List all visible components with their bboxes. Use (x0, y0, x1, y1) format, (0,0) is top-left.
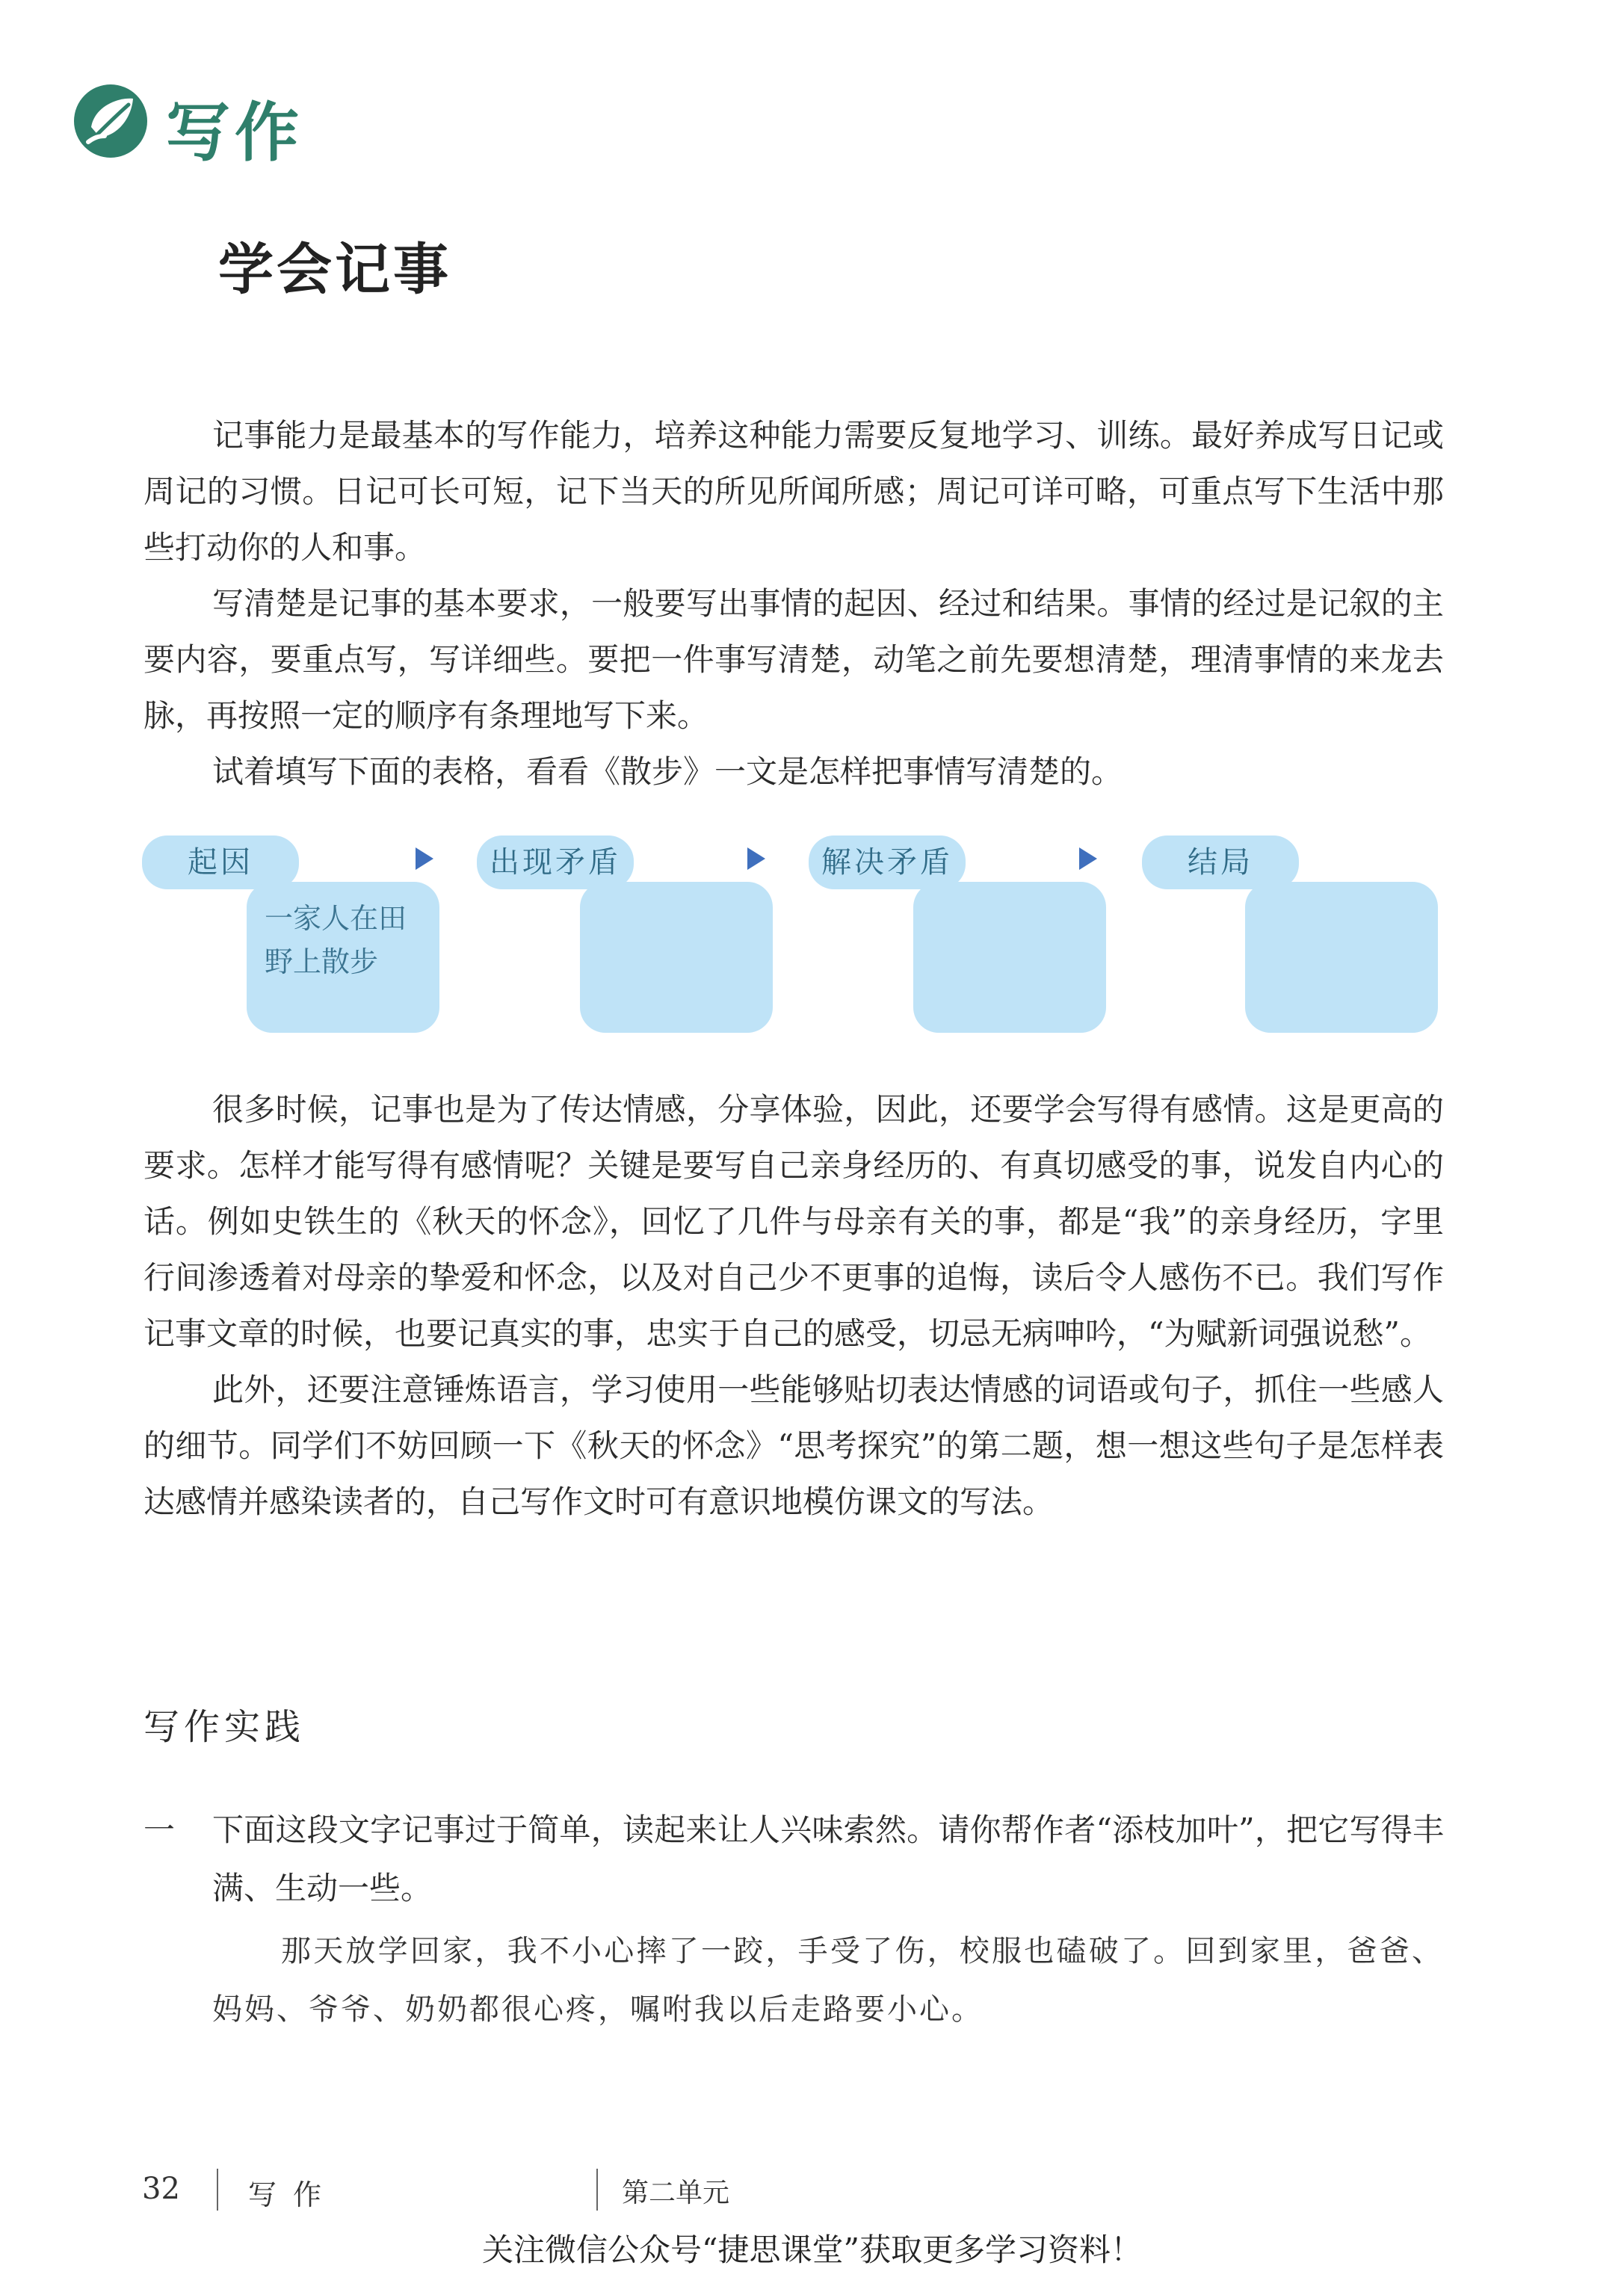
flow-label-ending: 结局 (1142, 835, 1299, 889)
exercise-prompt: 下面这段文字记事过于简单，读起来让人兴味索然。请你帮作者“添枝加叶”，把它写得丰满、生动一些。 (212, 1811, 1444, 1906)
story-flow-table (142, 835, 1450, 1060)
paragraph: 很多时候，记事也是为了传达情感，分享体验，因此，还要学会写得有感情。这是更高的要求。怎样才能写得有感情呢？关键是要写自己亲身经历的、有真切感受的事，说发自内心的话。例如史铁生的《秋天的怀念》，回忆了几件与母亲有关的事，都是“我”的亲身经历，字里行间渗透着对母亲的挚爱和怀念，以及对自己少不更事的追悔，读后令人感伤不已。我们写作记事文章的时候，也要记真实的事，忠实于自己的感受，切忌无病呻吟，“为赋新词强说愁”。 (143, 1091, 1444, 1352)
flow-box-cause[interactable]: 一家人在田野上散步 (247, 882, 439, 1033)
footer-divider (596, 2169, 598, 2211)
practice-heading: 写作实践 (143, 1706, 306, 1748)
paragraph: 试着填写下面的表格，看看《散步》一文是怎样把事情写清楚的。 (212, 753, 1123, 790)
flow-label-resolution: 解决矛盾 (809, 835, 966, 889)
arrow-right-icon (1079, 847, 1097, 870)
lesson-title: 学会记事 (218, 238, 451, 302)
intro-text (143, 407, 1444, 800)
paragraph: 此外，还要注意锤炼语言，学习使用一些能够贴切表达情感的词语或句子，抓住一些感人的细节。同学们不妨回顾一下《秋天的怀念》“思考探究”的第二题，想一想这些句子是怎样表达感情并感染读者的，自己写作文时可有意识地模仿课文的写法。 (143, 1371, 1444, 1520)
exercise-item (143, 1801, 1444, 2039)
footer-divider (217, 2169, 218, 2211)
page-number: 32 (142, 2172, 180, 2206)
arrow-right-icon (416, 847, 433, 870)
paragraph: 写清楚是记事的基本要求，一般要写出事情的起因、经过和结果。事情的经过是记叙的主要内容，要重点写，写详细些。要把一件事写清楚，动笔之前先要想清楚，理清事情的来龙去脉，再按照一定的顺序有条理地写下来。 (143, 585, 1444, 734)
section-title: 写作 (166, 96, 303, 170)
writing-leaf-icon (72, 82, 149, 160)
flow-label-cause: 起因 (142, 835, 299, 889)
flow-box-conflict[interactable] (580, 882, 773, 1033)
exercise-sample-text: 那天放学回家，我不小心摔了一跤，手受了伤，校服也磕破了。回到家里，爸爸、妈妈、爷爷、奶奶都很心疼，嘱咐我以后走路要小心。 (212, 1934, 1444, 2027)
paragraph: 记事能力是最基本的写作能力，培养这种能力需要反复地学习、训练。最好养成写日记或周记的习惯。日记可长可短，记下当天的所见所闻所感；周记可详可略，可重点写下生活中那些打动你的人和事。 (143, 417, 1444, 566)
flow-label-conflict: 出现矛盾 (477, 835, 634, 889)
flow-box-ending[interactable] (1245, 882, 1438, 1033)
body-text (143, 1081, 1444, 1530)
exercise-number: 一 (143, 1811, 176, 1848)
footer-promo-note: 关注微信公众号“捷思课堂”获取更多学习资料！ (482, 2231, 1142, 2268)
arrow-right-icon (747, 847, 765, 870)
footer-section-name: 写作 (248, 2178, 339, 2211)
flow-box-resolution[interactable] (913, 882, 1106, 1033)
footer-unit-name: 第二单元 (622, 2178, 730, 2208)
